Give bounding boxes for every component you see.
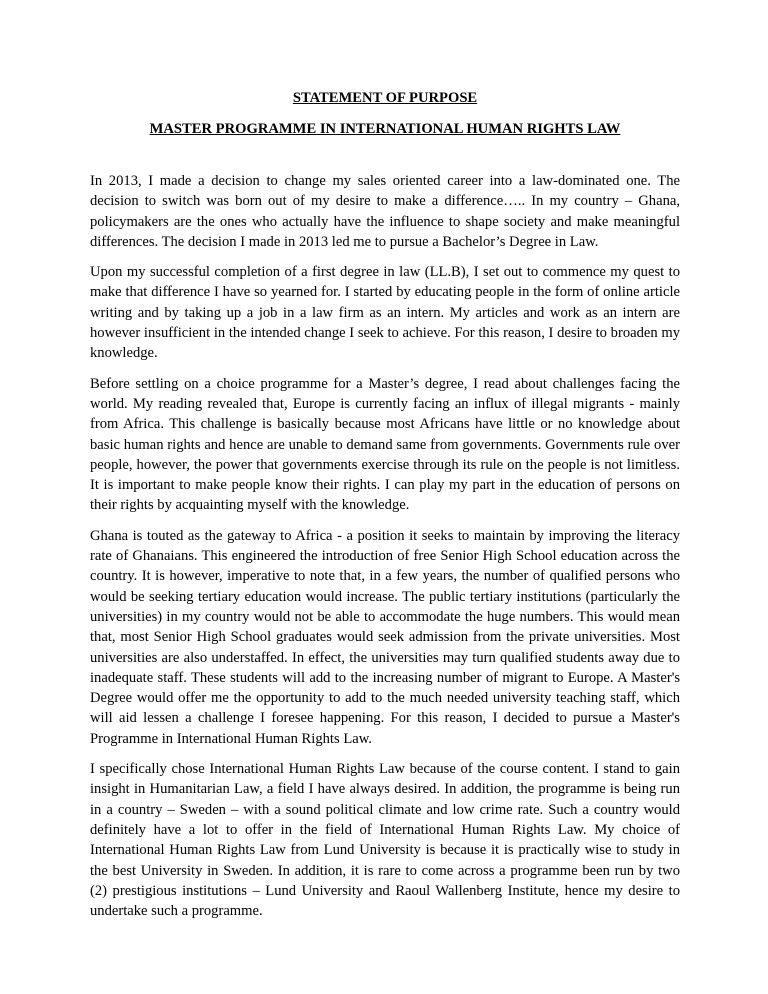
document-title: STATEMENT OF PURPOSE [292, 90, 478, 106]
paragraph-career-change: In 2013, I made a decision to change my sales oriented career into a law-dominated one. The decision to switch was born out of my desire to make a difference….. In my country – Ghana, policymakers are the ones who actually have the influence to shape society and make meaningful differences. The decision I made in 2013 led me to pursue a Bachelor’s Degree in Law. [90, 173, 680, 250]
paragraph-ghana-education: Ghana is touted as the gateway to Africa - a position it seeks to maintain by improving the literacy rate of Ghanaians. This engineered the introduction of free Senior High School education across the country. It is however, imperative to note that, in a few years, the number of qualified persons who would be seeking tertiary education would increase. The public tertiary institutions (particularly the universities) in my country would not be able to accommodate the huge numbers. This would mean that, most Senior High School graduates would seek admission from the private universities. Most universities are also understaffed. In effect, the universities may turn qualified students away due to inadequate staff. These students will add to the increasing number of migrant to Europe. A Master's Degree would offer me the opportunity to add to the much needed university teaching staff, which will aid lessen a challenge I foresee happening. For this reason, I decided to pursue a Master's Programme in International Human Rights Law. [90, 527, 680, 747]
paragraph-programme-choice: I specifically chose International Human Rights Law because of the course content. I stand to gain insight in Humanitarian Law, a field I have always desired. In addition, the programme is being run in a country – Sweden – with a sound political climate and low crime rate. Such a country would definitely have a lot to offer in the field of International Human Rights Law. My choice of International Human Rights Law from Lund University is because it is practically wise to study in the best University in Sweden. In addition, it is rare to come across a programme been run by two (2) prestigious institutions – Lund University and Raoul Wallenberg Institute, hence my desire to undertake such a programme. [90, 761, 680, 920]
document-page [90, 88, 680, 931]
paragraph-human-rights-challenge: Before settling on a choice programme for a Master’s degree, I read about challenges facing the world. My reading revealed that, Europe is currently facing an influx of illegal migrants - mainly from Africa. This challenge is basically because most Africans have little or no knowledge about basic human rights and hence are unable to demand same from governments. Governments rule over people, however, the power that governments exercise through its rule on the people is not limitless. It is important to make people know their rights. I can play my part in the education of persons on their rights by acquainting myself with the knowledge. [90, 375, 680, 514]
document-subtitle: MASTER PROGRAMME IN INTERNATIONAL HUMAN RIGHTS LAW [149, 121, 621, 137]
paragraph-law-degree: Upon my successful completion of a first degree in law (LL.B), I set out to commence my quest to make that difference I have so yearned for. I started by educating people in the form of online article writing and by taking up a job in a law firm as an intern. My articles and work as an intern are however insufficient in the intended change I seek to achieve. For this reason, I desire to broaden my knowledge. [90, 264, 680, 362]
